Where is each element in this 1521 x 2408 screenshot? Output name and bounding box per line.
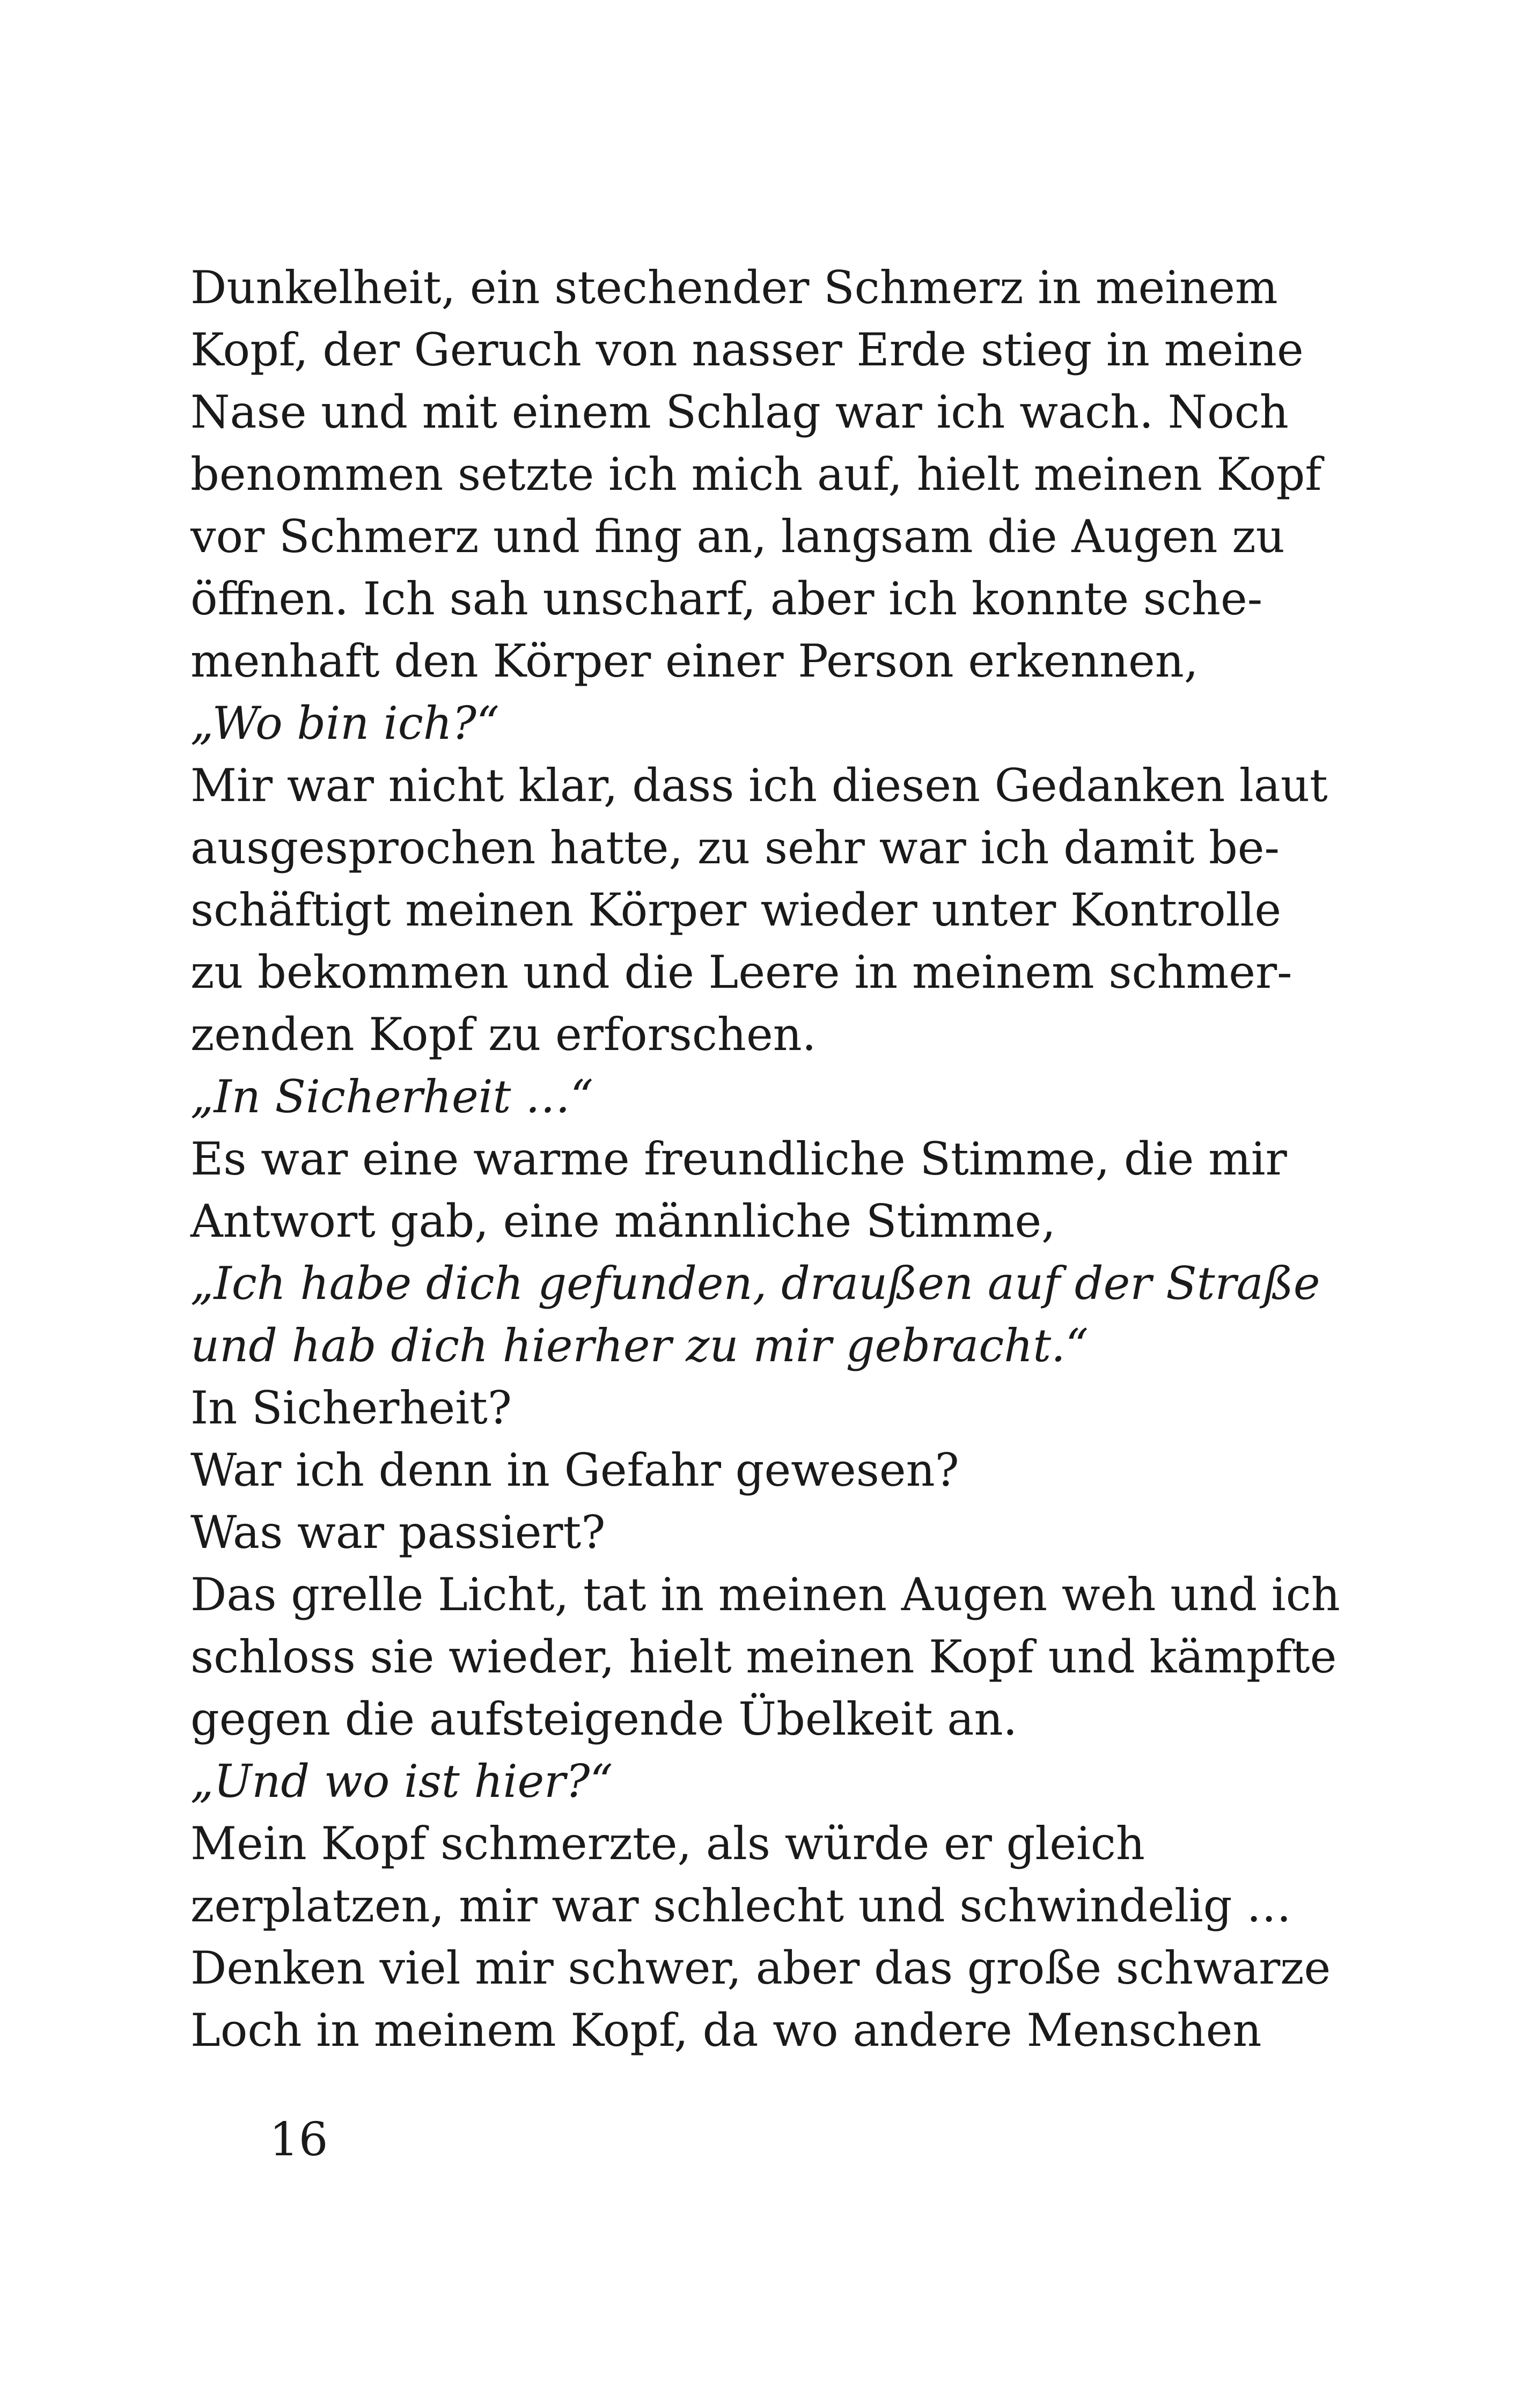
text-line: benommen setzte ich mich auf, hielt meinen Kopf <box>190 448 1322 501</box>
text-line: Dunkelheit, ein stechender Schmerz in meinem <box>190 261 1278 314</box>
dialogue-line: und hab dich hierher zu mir gebracht.“ <box>190 1319 1089 1372</box>
text-line: Es war eine warme freundliche Stimme, die mir <box>190 1133 1287 1185</box>
text-line: menhaft den Körper einer Person erkennen, <box>190 635 1199 687</box>
text-line: schäftigt meinen Körper wieder unter Kontrolle <box>190 884 1282 936</box>
text-line: zerplatzen, mir war schlecht und schwindelig … <box>190 1880 1292 1932</box>
text-line: In Sicherheit? <box>190 1382 512 1434</box>
text-line: zenden Kopf zu erforschen. <box>190 1008 817 1061</box>
text-line: Mir war nicht klar, dass ich diesen Gedanken laut <box>190 759 1328 812</box>
text-line: schloss sie wieder, hielt meinen Kopf und kämpfte <box>190 1631 1337 1683</box>
text-line: Denken viel mir schwer, aber das große schwarze <box>190 1942 1331 1994</box>
text-line: Mein Kopf schmerzte, als würde er gleich <box>190 1817 1145 1870</box>
text-line: ausgesprochen hatte, zu sehr war ich damit be- <box>190 821 1280 874</box>
page-number: 16 <box>269 2113 328 2167</box>
dialogue-line: „In Sicherheit …“ <box>190 1070 593 1123</box>
text-line: Das grelle Licht, tat in meinen Augen weh und ich <box>190 1568 1340 1621</box>
text-line: zu bekommen und die Leere in meinem schmer- <box>190 946 1292 999</box>
dialogue-line: „Und wo ist hier?“ <box>190 1755 613 1808</box>
text-line: Kopf, der Geruch von nasser Erde stieg in meine <box>190 324 1304 376</box>
body-text <box>190 256 1371 2061</box>
dialogue-line: „Wo bin ich?“ <box>190 697 499 750</box>
text-line: Loch in meinem Kopf, da wo andere Menschen <box>190 2004 1262 2057</box>
text-line: Antwort gab, eine männliche Stimme, <box>190 1195 1056 1247</box>
text-line: öffnen. Ich sah unscharf, aber ich konnte sche- <box>190 572 1263 625</box>
text-line: War ich denn in Gefahr gewesen? <box>190 1444 959 1496</box>
text-line: Was war passiert? <box>190 1506 606 1559</box>
text-line: vor Schmerz und fing an, langsam die Augen zu <box>190 510 1285 563</box>
text-line: gegen die aufsteigende Übelkeit an. <box>190 1693 1018 1745</box>
text-line: Nase und mit einem Schlag war ich wach. Noch <box>190 386 1289 438</box>
dialogue-line: „Ich habe dich gefunden, draußen auf der Straße <box>190 1257 1320 1310</box>
